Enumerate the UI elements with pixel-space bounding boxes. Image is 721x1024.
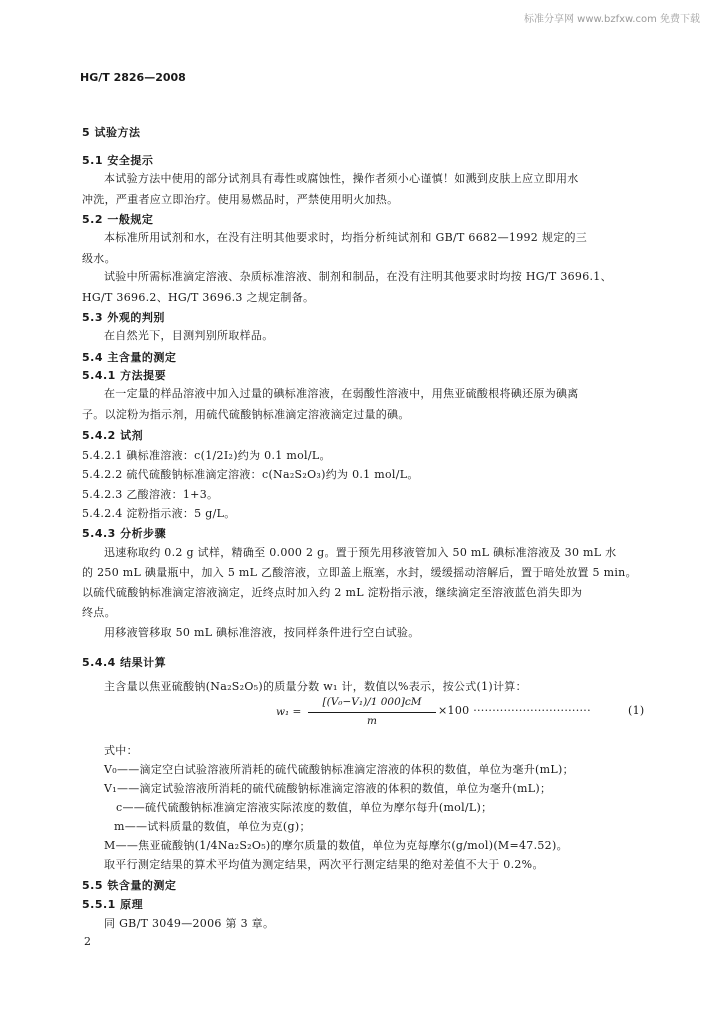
paragraph-line: 在一定量的样品溶液中加入过量的碘标准溶液，在弱酸性溶液中，用焦亚硫酸根将碘还原为碘离 bbox=[104, 387, 579, 400]
formula-lhs: w₁ = bbox=[276, 706, 302, 718]
variable-definition: c——硫代硫酸钠标准滴定溶液实际浓度的数值，单位为摩尔每升(mol/L)； bbox=[116, 801, 493, 814]
paragraph-line: 同 GB/T 3049—2006 第 3 章。 bbox=[104, 917, 275, 930]
section-heading: 5.4.4 结果计算 bbox=[82, 656, 167, 669]
watermark-text: 标准分享网 www.bzfxw.com 免费下载 bbox=[524, 14, 700, 25]
formula-numerator: [(V₀−V₁)/1 000]cM bbox=[322, 696, 422, 708]
section-heading: 5.4.2 试剂 bbox=[82, 429, 144, 442]
section-heading: 5 试验方法 bbox=[82, 126, 141, 139]
paragraph-line: 以硫代硫酸钠标准滴定溶液滴定，近终点时加入约 2 mL 淀粉指示液，继续滴定至溶液蓝色消失即为 bbox=[82, 586, 583, 599]
paragraph-line: 的 250 mL 碘量瓶中，加入 5 mL 乙酸溶液，立即盖上瓶塞，水封，缓缓摇动溶解后，置于暗处放置 5 min。 bbox=[82, 566, 637, 579]
paragraph-line: 用移液管移取 50 mL 碘标准溶液，按同样条件进行空白试验。 bbox=[104, 626, 420, 639]
standard-header: HG/T 2826—2008 bbox=[80, 71, 186, 84]
paragraph-line: 子。以淀粉为指示剂，用硫代硫酸钠标准滴定溶液滴定过量的碘。 bbox=[82, 408, 410, 421]
section-heading: 5.5 铁含量的测定 bbox=[82, 879, 177, 892]
variable-definition: V₁——滴定试验溶液所消耗的硫代硫酸钠标准滴定溶液的体积的数值，单位为毫升(mL)； bbox=[104, 782, 552, 795]
paragraph-line: 式中： bbox=[104, 744, 138, 757]
page-number: 2 bbox=[84, 935, 91, 948]
paragraph-line: 取平行测定结果的算术平均值为测定结果，两次平行测定结果的绝对差值不大于 0.2%。 bbox=[104, 858, 544, 871]
paragraph-line: 冲洗，严重者应立即治疗。使用易燃品时，严禁使用明火加热。 bbox=[82, 193, 399, 206]
paragraph-line: 级水。 bbox=[82, 252, 116, 265]
fraction-bar bbox=[308, 712, 436, 713]
variable-definition: V₀——滴定空白试验溶液所消耗的硫代硫酸钠标准滴定溶液的体积的数值，单位为毫升(mL)； bbox=[104, 763, 574, 776]
reagent-line: 5.4.2.1 碘标准溶液：c(1/2I₂)约为 0.1 mol/L。 bbox=[82, 449, 331, 462]
paragraph-line: 本标准所用试剂和水，在没有注明其他要求时，均指分析纯试剂和 GB/T 6682—1992 规定的三 bbox=[104, 231, 588, 244]
section-heading: 5.3 外观的判别 bbox=[82, 311, 165, 324]
reagent-line: 5.4.2.2 硫代硫酸钠标准滴定溶液：c(Na₂S₂O₃)约为 0.1 mol/L。 bbox=[82, 468, 419, 481]
section-heading: 5.5.1 原理 bbox=[82, 898, 144, 911]
formula-number: (1) bbox=[628, 704, 645, 717]
reagent-line: 5.4.2.3 乙酸溶液：1+3。 bbox=[82, 488, 219, 501]
section-heading: 5.1 安全提示 bbox=[82, 154, 154, 167]
formula-denominator: m bbox=[367, 715, 377, 727]
formula-tail: ×100 ······························· bbox=[438, 704, 591, 717]
paragraph-line: 终点。 bbox=[82, 606, 116, 619]
paragraph-line: 迅速称取约 0.2 g 试样，精确至 0.000 2 g。置于预先用移液管加入 50 mL 碘标准溶液及 30 mL 水 bbox=[104, 546, 617, 559]
section-heading: 5.4 主含量的测定 bbox=[82, 351, 177, 364]
section-heading: 5.4.1 方法提要 bbox=[82, 369, 167, 382]
paragraph-line: 试验中所需标准滴定溶液、杂质标准溶液、制剂和制品，在没有注明其他要求时均按 HG/T 3696.1、 bbox=[104, 270, 612, 283]
reagent-line: 5.4.2.4 淀粉指示液：5 g/L。 bbox=[82, 507, 236, 520]
section-heading: 5.4.3 分析步骤 bbox=[82, 527, 167, 540]
section-heading: 5.2 一般规定 bbox=[82, 213, 154, 226]
variable-definition: M——焦亚硫酸钠(1/4Na₂S₂O₅)的摩尔质量的数值，单位为克每摩尔(g/mol)(M=47.52)。 bbox=[104, 839, 568, 852]
paragraph-line: 主含量以焦亚硫酸钠(Na₂S₂O₅)的质量分数 w₁ 计，数值以%表示，按公式(1)计算： bbox=[104, 680, 527, 693]
paragraph-line: HG/T 3696.2、HG/T 3696.3 之规定制备。 bbox=[82, 291, 315, 304]
variable-definition: m——试料质量的数值，单位为克(g)； bbox=[114, 820, 311, 833]
paragraph-line: 本试验方法中使用的部分试剂具有毒性或腐蚀性，操作者须小心谨慎！如溅到皮肤上应立即用水 bbox=[104, 172, 579, 185]
paragraph-line: 在自然光下，目测判别所取样品。 bbox=[104, 329, 274, 342]
